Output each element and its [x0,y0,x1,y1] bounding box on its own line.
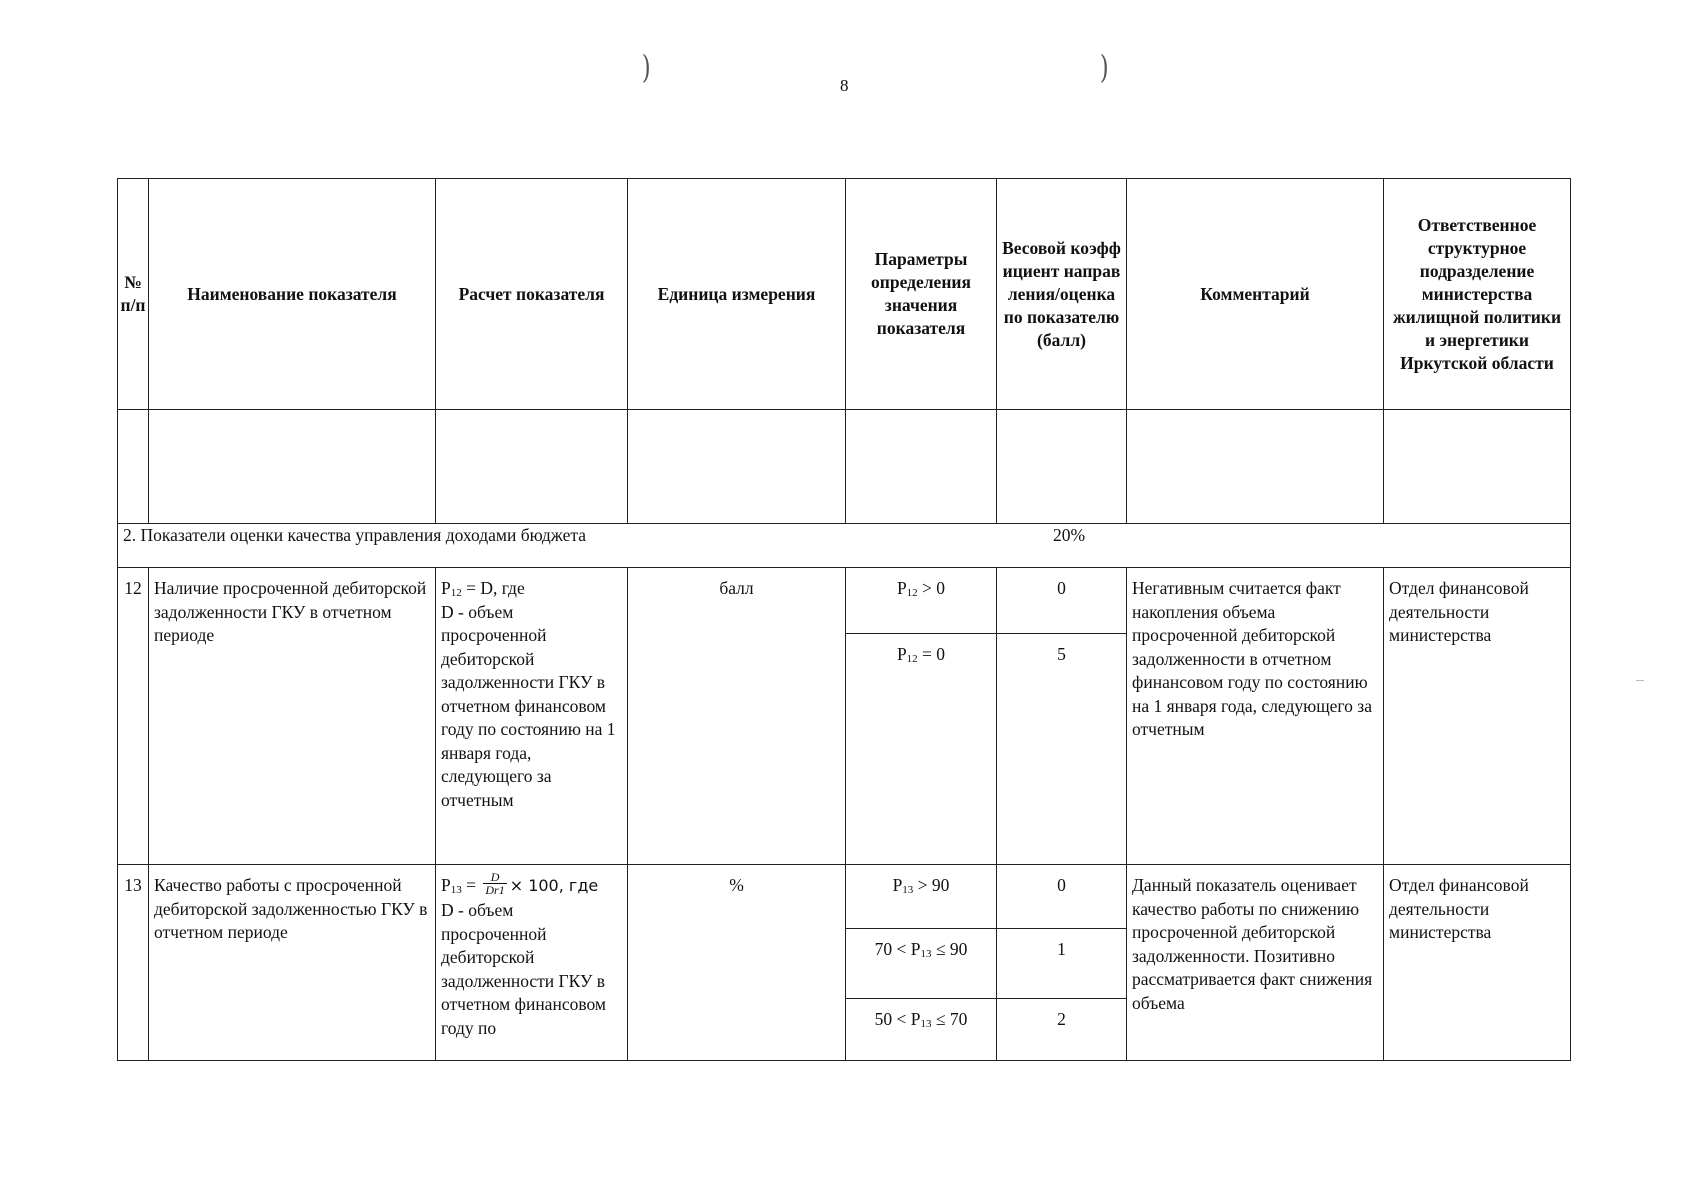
indicator-responsible: Отдел финансовой деятельности министерства [1384,568,1571,865]
row-number: 13 [118,865,149,1061]
scan-artifact [1636,680,1644,681]
indicator-unit: балл [628,568,846,865]
header-params: Параметры определения значения показателя [846,179,997,410]
header-num: № п/п [118,179,149,410]
header-unit: Единица измерения [628,179,846,410]
indicator-comment: Данный показатель оценивает качество работы по снижению просроченной дебиторской задолженности. Позитивно рассматривается факт снижения объема [1127,865,1384,1061]
table-header-row [118,179,1571,410]
blank-cell [118,410,149,524]
param-value: $50 < P_{13} \le 70$ [846,999,997,1061]
table-row [118,568,1571,634]
indicator-responsible: Отдел финансовой деятельности министерства [1384,865,1571,1061]
header-calc: Расчет показателя [436,179,628,410]
row-number: 12 [118,568,149,865]
param-score: 1 [997,929,1127,999]
formula-fraction: $\frac{D}{Dr1}$ [485,870,505,898]
blank-cell [997,410,1127,524]
section-cell [118,524,1571,568]
section-title: 2. Показатели оценки качества управления доходами бюджета [123,525,586,545]
calc-description: D - объем просроченной дебиторской задолженности ГКУ в отчетном финансовом году по состоянию на 1 января года, следующего за отчетным [441,601,616,810]
calc-formula: $P_{12} = D$, где [441,578,525,599]
page-number: 8 [840,76,849,95]
param-value: $P_{13} > 90$ [846,865,997,929]
param-score: 0 [997,568,1127,634]
header-responsible: Ответственное структурное подразделение министерства жилищной политики и энергетики Иркутской области [1384,179,1571,410]
indicator-calc [436,865,628,1061]
param-value: $P_{12} = 0$ [846,634,997,865]
indicator-name: Качество работы с просроченной дебиторской задолженностью ГКУ в отчетном периоде [149,865,436,1061]
param-score: 0 [997,865,1127,929]
blank-cell [1127,410,1384,524]
scan-bracket-mark: ) [1099,48,1109,86]
calc-formula: $P_{13}$ = $\frac{D}{Dr1}$ × 100, где [441,870,599,898]
indicator-calc [436,568,628,865]
blank-row [118,410,1571,524]
indicator-name: Наличие просроченной дебиторской задолженности ГКУ в отчетном периоде [149,568,436,865]
indicators-table [117,178,1571,1061]
section-row [118,524,1571,568]
param-score: 5 [997,634,1127,865]
blank-cell [628,410,846,524]
blank-cell [846,410,997,524]
header-comment: Комментарий [1127,179,1384,410]
blank-cell [149,410,436,524]
indicator-comment: Негативным считается факт накопления объема просроченной дебиторской задолженности в отчетном финансовом году по состоянию на 1 января года, следующего за отчетным [1127,568,1384,865]
param-value: $P_{12} > 0$ [846,568,997,634]
header-name: Наименование показателя [149,179,436,410]
header-weight: Весовой коэффициент направления/оценка по показателю (балл) [997,179,1127,410]
blank-cell [436,410,628,524]
blank-cell [1384,410,1571,524]
calc-description: D - объем просроченной дебиторской задолженности ГКУ в отчетном финансовом году по [441,900,606,1038]
table-row [118,865,1571,929]
section-weight: 20% [1053,525,1086,545]
param-score: 2 [997,999,1127,1061]
scan-bracket-mark: ) [641,48,651,86]
param-value: $70 < P_{13} \le 90$ [846,929,997,999]
indicator-unit: % [628,865,846,1061]
